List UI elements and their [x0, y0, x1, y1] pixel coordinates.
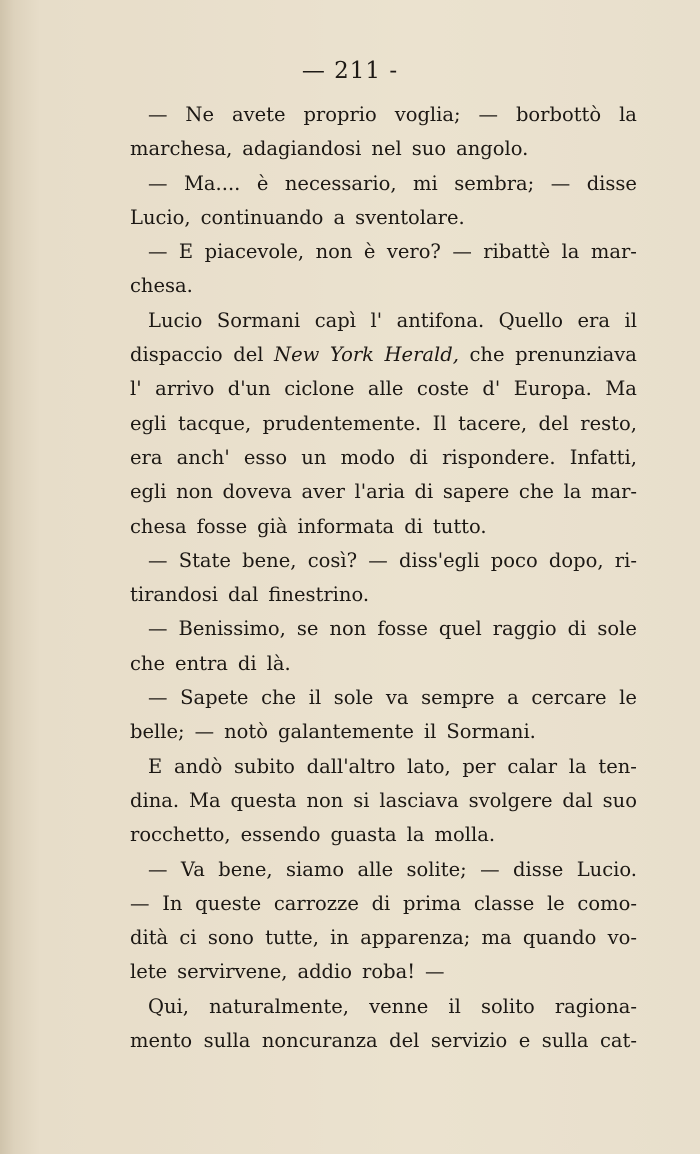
word: prudentemente. [262, 411, 422, 435]
word: lasciava [379, 788, 459, 812]
word: disse [586, 171, 637, 195]
word: svolgere [468, 788, 553, 812]
word: informata [297, 514, 395, 538]
word: disse [513, 857, 564, 881]
word: borbottò [515, 103, 602, 126]
text-line [130, 921, 637, 955]
word: che [518, 480, 554, 504]
word: dina. [130, 788, 180, 812]
word: là. [266, 651, 291, 675]
word: l' [130, 377, 142, 401]
word: classe [473, 891, 535, 915]
word: l'aria [354, 480, 405, 504]
text-line [130, 510, 637, 544]
word: — [550, 171, 571, 195]
word: che [261, 686, 297, 710]
word: — [480, 857, 500, 881]
word: va [385, 686, 409, 710]
word: solito [480, 994, 535, 1018]
word: esso [243, 445, 288, 469]
word: Ma [605, 377, 637, 401]
word: queste [195, 891, 262, 915]
word: mar- [590, 240, 637, 264]
word: raggio [492, 617, 557, 641]
word: tacque, [177, 411, 252, 435]
word: Qui, [148, 994, 189, 1018]
text-line [130, 441, 637, 475]
text-line [130, 818, 637, 852]
word: d' [482, 377, 501, 401]
word: sempre [421, 686, 495, 710]
word: non [315, 240, 353, 264]
word: apparenza; [360, 926, 471, 950]
word: era [130, 445, 163, 469]
word: questa [230, 788, 297, 812]
word: non [176, 480, 213, 504]
word: quel [438, 617, 482, 641]
word: tacere, [458, 411, 528, 435]
word: notò [224, 720, 268, 744]
word: sulla [541, 1029, 589, 1053]
text-line [130, 475, 637, 509]
word: servizio [430, 1029, 508, 1053]
word: vo- [607, 926, 637, 950]
word: suo [411, 137, 447, 161]
word: diss'egli [398, 548, 480, 572]
word: di [404, 514, 423, 538]
word: se [296, 617, 319, 641]
word: continuando [200, 205, 324, 229]
word: molla. [434, 823, 496, 847]
word: dal [562, 788, 593, 812]
word: resto, [580, 411, 637, 435]
word: e [518, 1029, 531, 1053]
word: tutte, [265, 926, 319, 950]
word: il [624, 308, 637, 332]
word: — [368, 548, 388, 572]
word: carrozze [273, 891, 359, 915]
text-line [130, 578, 637, 612]
text-line [130, 167, 637, 201]
text-line [130, 647, 637, 681]
word: noncuranza [261, 1029, 378, 1053]
word: l' [370, 308, 383, 332]
word: essendo [240, 823, 321, 847]
page-number: — 211 - [301, 58, 399, 84]
word: di [567, 617, 587, 641]
text-line [130, 407, 637, 441]
word: venne [369, 994, 429, 1018]
word: le [546, 891, 565, 915]
word: per [462, 754, 496, 778]
word: solite; [406, 857, 467, 881]
word: anch' [176, 445, 230, 469]
word: il [423, 720, 437, 744]
word: alle [357, 857, 394, 881]
word: del [233, 343, 264, 367]
word: sembra; [454, 171, 535, 195]
word: mento [130, 1029, 193, 1053]
word: a [333, 205, 346, 229]
word: chesa. [130, 274, 193, 298]
word: State [178, 548, 231, 572]
word: Infatti, [569, 445, 637, 469]
word: belle; [130, 720, 185, 744]
word: ma [481, 926, 512, 950]
word: — [148, 617, 168, 641]
word: New [274, 343, 320, 367]
word: Lucio [148, 308, 203, 332]
text-line [130, 955, 637, 989]
word: del [538, 411, 569, 435]
word: del [389, 1029, 420, 1053]
word: ribattè [483, 240, 551, 264]
word: dal [228, 583, 259, 607]
word: E [148, 754, 163, 778]
word: lato, [407, 754, 451, 778]
word: — [130, 891, 150, 915]
word: ragiona- [554, 994, 637, 1018]
word: entra [175, 651, 228, 675]
word: così? [307, 548, 358, 572]
word: dità [130, 926, 169, 950]
word: le [619, 686, 637, 710]
word: proprio [303, 103, 377, 126]
word: il [448, 994, 461, 1018]
word: dispaccio [130, 343, 223, 367]
word: como- [577, 891, 637, 915]
word: calar [507, 754, 558, 778]
text-line [130, 98, 637, 132]
word: la [561, 240, 580, 264]
word: guasta [330, 823, 397, 847]
text-line [130, 372, 637, 406]
word: Sapete [180, 686, 249, 710]
body-text [130, 98, 637, 1058]
word: Sormani [216, 308, 301, 332]
word: che [130, 651, 166, 675]
word: rispondere. [442, 445, 556, 469]
word: avete [231, 103, 286, 126]
word: già [257, 514, 288, 538]
word: la [619, 103, 637, 126]
word: Ne [185, 103, 215, 126]
text-line [130, 201, 637, 235]
word: — [478, 103, 499, 126]
word: tutto. [432, 514, 487, 538]
word: non [306, 788, 344, 812]
word: modo [340, 445, 396, 469]
word: doveva [222, 480, 292, 504]
word: sono [207, 926, 254, 950]
word: rocchetto, [130, 823, 231, 847]
word: servirvene, [177, 960, 288, 984]
word: Ma [189, 788, 221, 812]
word: il [308, 686, 322, 710]
word: egli [130, 411, 167, 435]
word: bene, [242, 548, 297, 572]
word: andò [173, 754, 223, 778]
text-line [130, 235, 637, 269]
word: aver [301, 480, 345, 504]
word: voglia; [394, 103, 461, 126]
word: un [301, 445, 327, 469]
word: nel [371, 137, 402, 161]
word: fosse [377, 617, 428, 641]
word: siamo [285, 857, 345, 881]
text-line [130, 681, 637, 715]
word: di [414, 480, 434, 504]
word: ri- [614, 548, 637, 572]
word: poco [490, 548, 538, 572]
word: cercare [531, 686, 607, 710]
word: chesa [130, 514, 187, 538]
word: mar- [590, 480, 637, 504]
word: marchesa, [130, 137, 233, 161]
text-line [130, 612, 637, 646]
text-line [130, 544, 637, 578]
word: egli [130, 480, 167, 504]
word: prenunziava [515, 343, 637, 367]
word: Herald, [384, 343, 459, 367]
word: sole [597, 617, 637, 641]
word: dall'altro [306, 754, 396, 778]
word: capì [314, 308, 356, 332]
word: — [148, 240, 168, 264]
text-line [130, 338, 637, 372]
word: ten- [598, 754, 637, 778]
word: di [409, 445, 428, 469]
word: piacevole, [204, 240, 305, 264]
word: — [452, 240, 472, 264]
word: Europa. [513, 377, 592, 401]
word: Quello [498, 308, 563, 332]
word: In [162, 891, 183, 915]
word: subito [234, 754, 295, 778]
word: tirandosi [130, 583, 219, 607]
word: in [330, 926, 349, 950]
word: ci [179, 926, 197, 950]
word: finestrino. [268, 583, 370, 607]
word: la [406, 823, 425, 847]
word: — [148, 103, 168, 126]
word: necessario, [284, 171, 397, 195]
word: Benissimo, [178, 617, 286, 641]
text-line [130, 990, 637, 1024]
text-line [130, 750, 637, 784]
word: alle [367, 377, 404, 401]
word: galantemente [277, 720, 414, 744]
word: Va [180, 857, 205, 881]
word: non [329, 617, 367, 641]
word: arrivo [155, 377, 215, 401]
word: Lucio. [576, 857, 637, 881]
word: vero? [386, 240, 441, 264]
word: quando [522, 926, 597, 950]
word: la [568, 754, 587, 778]
word: Il [432, 411, 447, 435]
word: — [148, 548, 168, 572]
text-line [130, 853, 637, 887]
word: — [148, 686, 168, 710]
word: — [148, 857, 168, 881]
word: prima [403, 891, 462, 915]
word: d'un [227, 377, 271, 401]
word: è [363, 240, 376, 264]
word: E [178, 240, 194, 264]
word: suo [602, 788, 637, 812]
text-line [130, 269, 637, 303]
word: di [371, 891, 391, 915]
word: naturalmente, [209, 994, 349, 1018]
word: — [194, 720, 215, 744]
word: sole [333, 686, 374, 710]
text-line [130, 784, 637, 818]
word: a [507, 686, 519, 710]
word: — [425, 960, 445, 984]
word: sapere [442, 480, 510, 504]
word: — [148, 171, 168, 195]
word: si [353, 788, 370, 812]
word: addio [297, 960, 353, 984]
word: che [469, 343, 505, 367]
word: adagiandosi [242, 137, 362, 161]
word: ciclone [284, 377, 355, 401]
text-line [130, 887, 637, 921]
word: di [237, 651, 257, 675]
text-line [130, 1024, 637, 1058]
word: Lucio, [130, 205, 191, 229]
word: cat- [599, 1029, 637, 1053]
word: bene, [218, 857, 273, 881]
word: Sormani. [446, 720, 536, 744]
word: fosse [196, 514, 248, 538]
word: sulla [203, 1029, 251, 1053]
word: lete [130, 960, 168, 984]
word: coste [416, 377, 469, 401]
word: York [329, 343, 374, 367]
word: angolo. [456, 137, 529, 161]
word: è [256, 171, 269, 195]
text-line [130, 132, 637, 166]
word: la [563, 480, 582, 504]
text-line [130, 715, 637, 749]
word: dopo, [548, 548, 604, 572]
word: era [577, 308, 610, 332]
word: roba! [362, 960, 416, 984]
word: mi [413, 171, 438, 195]
text-line [130, 304, 637, 338]
word: Ma.... [183, 171, 241, 195]
word: antifona. [396, 308, 485, 332]
word: sventolare. [355, 205, 465, 229]
